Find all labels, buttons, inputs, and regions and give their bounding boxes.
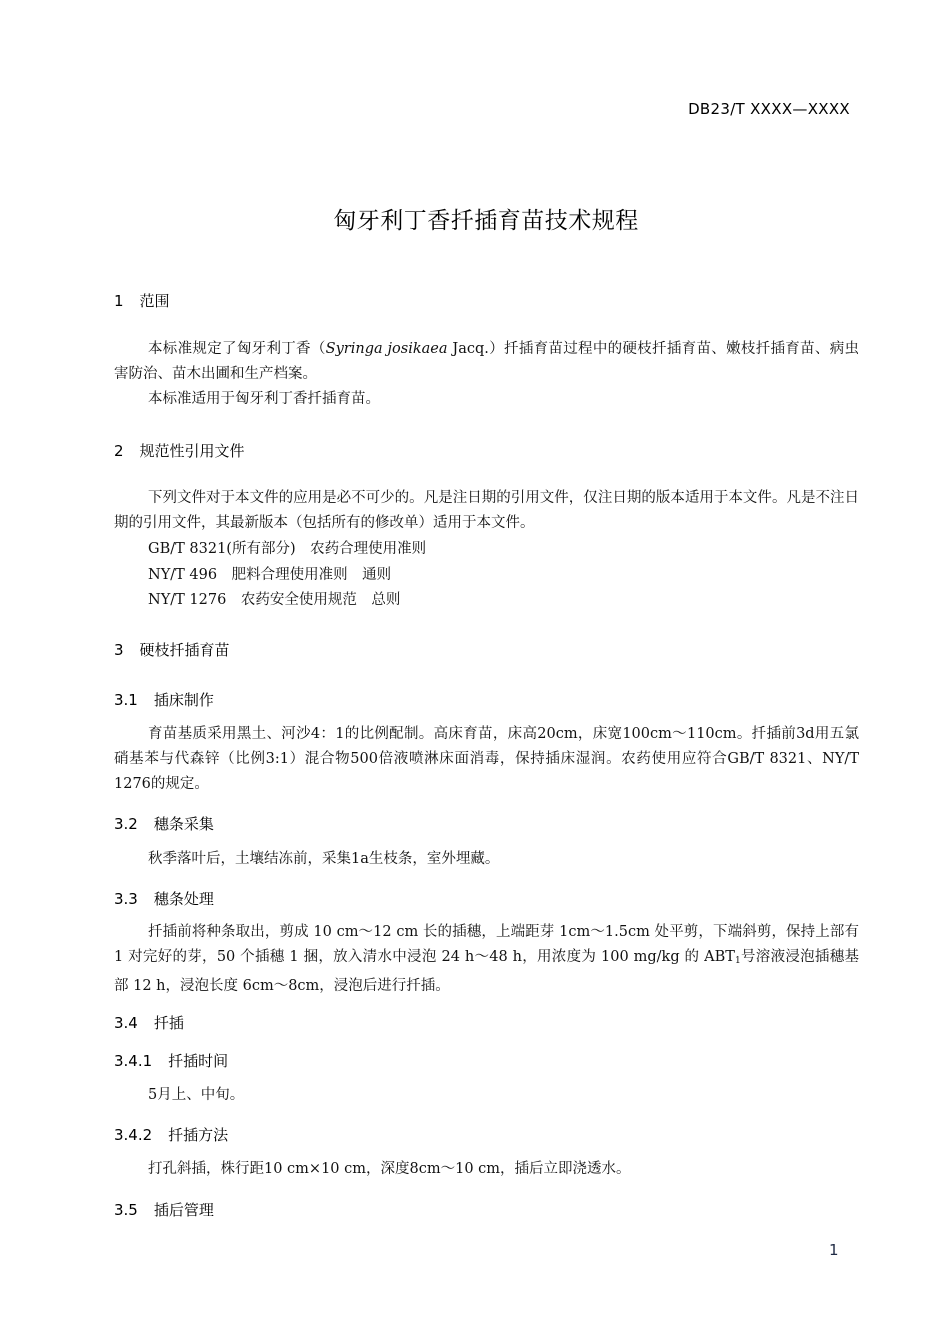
cutting-treatment-paragraph	[114, 920, 859, 999]
scope-text-end: Jacq.）扦插育苗过程中的硬枝扦插育苗、嫩枝扦插育苗、病虫害防治、苗木出圃和生产档案。	[114, 341, 860, 382]
cutting-bed-paragraph: 育苗基质采用黑土、河沙4：1的比例配制。高床育苗，床高20cm，床宽100cm～110cm。扦插前3d用五氯硝基苯与代森锌（比例3:1）混合物500倍液喷淋床面消毒，保持插床湿润。农药使用应符合GB/T 8321、NY/T 1276的规定。	[114, 726, 859, 792]
section-title: 扦插	[153, 1014, 184, 1032]
scope-text-start: 本标准规定了匈牙利丁香（	[148, 341, 326, 357]
section-title: 扦插时间	[168, 1052, 229, 1070]
section-3-1-heading	[114, 689, 214, 710]
reference-item: NY/T 1276 农药安全使用规范 总则	[148, 592, 401, 608]
section-number: 2	[114, 442, 124, 460]
standard-code: DB23/T XXXX—XXXX	[688, 100, 850, 118]
section-3-4-2-heading	[114, 1124, 228, 1145]
section-title: 插后管理	[153, 1201, 214, 1219]
section-number: 3.4	[114, 1014, 138, 1032]
section-3-4-heading	[114, 1012, 184, 1033]
section-number: 3.3	[114, 890, 138, 908]
page-number: 1	[829, 1241, 839, 1259]
section-number: 3.1	[114, 691, 138, 709]
section-title: 范围	[139, 292, 170, 310]
treatment-text-end: 号溶液浸泡插穗基部 12 h，浸泡长度 6cm～8cm，浸泡后进行扦插。	[114, 949, 860, 994]
section-3-3-heading	[114, 888, 214, 909]
section-title: 规范性引用文件	[139, 442, 245, 460]
section-number: 3	[114, 641, 124, 659]
abt-subscript: 1	[734, 956, 741, 966]
treatment-text-start: 扦插前将种条取出，剪成 10 cm～12 cm 长的插穗，上端距芽 1cm～1.5cm 处平剪，下端斜剪，保持上部有 1 对完好的芽，50 个插穗 1 捆，放入清水中浸泡 24 h～48 h，用浓度为 100 mg/kg 的 ABT	[114, 924, 859, 965]
section-title: 插床制作	[153, 691, 214, 709]
reference-item: NY/T 496 肥料合理使用准则 通则	[148, 567, 392, 583]
section-3-4-1-heading	[114, 1050, 228, 1071]
section-number: 3.5	[114, 1201, 138, 1219]
section-number: 3.4.1	[114, 1052, 153, 1070]
cutting-collection-paragraph: 秋季落叶后，土壤结冻前，采集1a生枝条，室外埋藏。	[148, 851, 500, 867]
normative-references-paragraph: 下列文件对于本文件的应用是必不可少的。凡是注日期的引用文件，仅注日期的版本适用于本文件。凡是不注日期的引用文件，其最新版本（包括所有的修改单）适用于本文件。	[114, 490, 859, 531]
cutting-method-paragraph: 打孔斜插，株行距10 cm×10 cm，深度8cm～10 cm，插后立即浇透水。	[148, 1161, 631, 1177]
section-number: 1	[114, 292, 124, 310]
scope-paragraph	[114, 337, 859, 387]
section-title: 硬枝扦插育苗	[139, 641, 230, 659]
section-title: 扦插方法	[168, 1126, 229, 1144]
section-number: 3.4.2	[114, 1126, 153, 1144]
section-1-heading	[114, 290, 170, 311]
cutting-time-paragraph: 5月上、中旬。	[148, 1087, 245, 1103]
applicability-paragraph: 本标准适用于匈牙利丁香扦插育苗。	[148, 391, 380, 407]
section-3-5-heading	[114, 1199, 214, 1220]
section-number: 3.2	[114, 815, 138, 833]
section-3-heading	[114, 639, 230, 660]
section-2-heading	[114, 440, 245, 461]
document-title: 匈牙利丁香扦插育苗技术规程	[333, 208, 639, 234]
section-title: 穗条采集	[153, 815, 214, 833]
latin-species-name: Syringa josikaea	[325, 341, 448, 357]
reference-item: GB/T 8321(所有部分) 农药合理使用准则	[148, 541, 427, 557]
section-3-2-heading	[114, 813, 214, 834]
section-title: 穗条处理	[153, 890, 214, 908]
